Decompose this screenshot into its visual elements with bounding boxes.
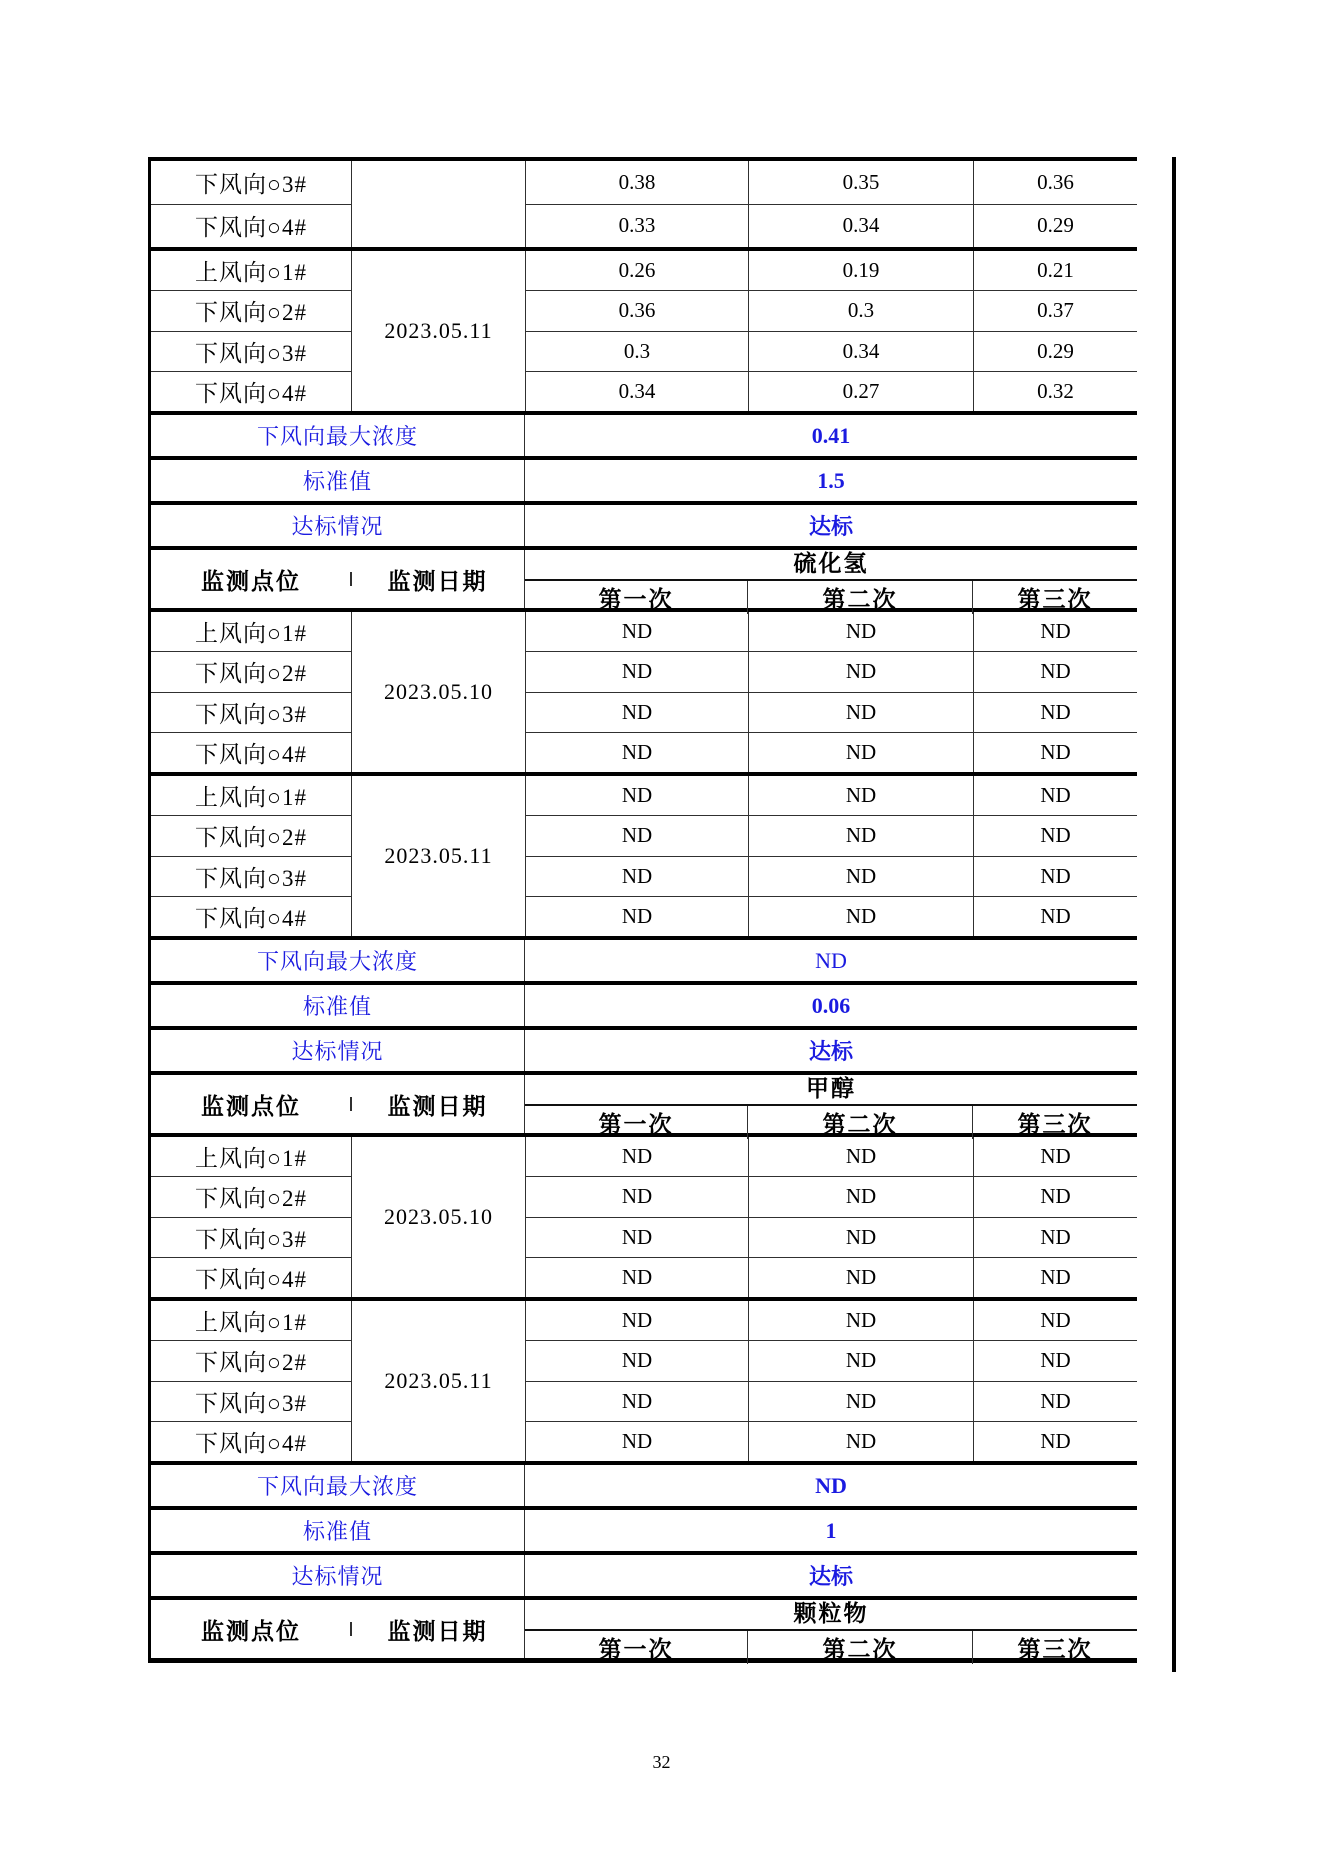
monitor-point-label: 下风向○3# [195, 171, 307, 197]
downwind-max-label: 下风向最大浓度 [256, 949, 418, 974]
value-cell: ND [748, 1137, 973, 1176]
pollutant-header-block [524, 1075, 1137, 1137]
table-row [151, 693, 351, 733]
table-row [151, 1258, 351, 1297]
date-header-label: 监测日期 [387, 568, 488, 594]
table-row [151, 897, 351, 936]
monitor-point-label: 下风向○4# [195, 741, 307, 767]
table-row [525, 1218, 1137, 1258]
table-row [151, 776, 351, 816]
date-group [151, 776, 1137, 940]
table-row [525, 372, 1137, 411]
table-row [151, 251, 351, 291]
monitor-point-label: 下风向○3# [195, 1390, 307, 1416]
values-column [525, 161, 1137, 247]
value-cell: ND [525, 1177, 748, 1216]
compliance-value: 达标 [524, 1030, 1137, 1071]
pollutant-header-block [524, 550, 1137, 612]
pollutant-header-block [524, 1600, 1137, 1662]
table-row [525, 1301, 1137, 1341]
table-row [525, 1422, 1137, 1461]
date-header-label: 监测日期 [387, 1093, 488, 1119]
table-outer-right-border [1172, 157, 1176, 1672]
run-header: 第三次 [972, 581, 1137, 614]
monitor-point-label: 下风向○4# [195, 1266, 307, 1292]
header-column-divider [350, 572, 352, 586]
run-header-row [525, 581, 1137, 614]
value-cell: ND [748, 1218, 973, 1257]
values-column [525, 251, 1137, 411]
table-row [151, 161, 351, 205]
downwind-max-value: ND [524, 940, 1137, 981]
date-group [151, 161, 1137, 251]
value-cell: ND [973, 693, 1137, 732]
run-header: 第一次 [598, 587, 674, 612]
date-header [351, 550, 524, 608]
table-row [151, 205, 351, 248]
value-cell: 0.36 [525, 291, 748, 330]
header-column-divider [350, 1622, 352, 1636]
table-row [525, 251, 1137, 291]
standard-value-label: 标准值 [302, 994, 372, 1019]
value-cell: ND [973, 1382, 1137, 1421]
value-cell: ND [525, 776, 748, 815]
table-row [525, 776, 1137, 816]
monitor-point-column [151, 251, 351, 411]
compliance-label: 达标情况 [291, 1039, 384, 1064]
value-cell: ND [748, 733, 973, 772]
value-cell: ND [525, 612, 748, 651]
value-cell: ND [973, 612, 1137, 651]
value-cell: ND [973, 1177, 1137, 1216]
table-row [151, 1382, 351, 1422]
standard-value-label: 标准值 [302, 1519, 372, 1544]
value-cell: ND [748, 776, 973, 815]
downwind-max-value: ND [524, 1465, 1137, 1506]
run-header-row [525, 1631, 1137, 1664]
table-row [151, 332, 351, 372]
monitor-point-label: 下风向○4# [195, 215, 307, 241]
monitor-point-label: 下风向○2# [195, 661, 307, 687]
table-row [525, 1137, 1137, 1177]
value-cell: ND [525, 733, 748, 772]
date-cell [351, 612, 525, 772]
table-row [151, 291, 351, 331]
value-cell: ND [525, 897, 748, 936]
table-row [525, 1341, 1137, 1381]
value-cell: ND [973, 1301, 1137, 1340]
table-row [151, 857, 351, 897]
date-group [151, 612, 1137, 776]
table-row [525, 1382, 1137, 1422]
values-column [525, 776, 1137, 936]
value-cell: 0.38 [525, 161, 748, 204]
compliance-value: 达标 [524, 1555, 1137, 1596]
table-row [525, 332, 1137, 372]
value-cell: ND [973, 776, 1137, 815]
section-header [151, 550, 1137, 612]
standard-value-label: 标准值 [302, 469, 372, 494]
monitor-point-label: 下风向○3# [195, 701, 307, 727]
value-cell: ND [748, 897, 973, 936]
value-cell: ND [748, 1258, 973, 1297]
table-row [151, 1422, 351, 1461]
monitor-point-label: 下风向○2# [195, 1186, 307, 1212]
compliance-value: 达标 [524, 505, 1137, 546]
values-column [525, 612, 1137, 772]
value-cell: 0.34 [748, 205, 973, 248]
monitor-point-column [151, 1301, 351, 1461]
header-column-divider [350, 1097, 352, 1111]
monitor-point-column [151, 776, 351, 936]
compliance-label: 达标情况 [291, 514, 384, 539]
monitor-point-label: 下风向○2# [195, 1350, 307, 1376]
run-header: 第一次 [598, 1112, 674, 1137]
monitoring-table [148, 157, 1137, 1663]
monitor-point-label: 下风向○3# [195, 1226, 307, 1252]
monitor-point-column [151, 161, 351, 247]
monitor-point-label: 下风向○4# [195, 380, 307, 406]
value-cell: ND [748, 612, 973, 651]
monitor-point-label: 下风向○2# [195, 825, 307, 851]
value-cell: ND [748, 1382, 973, 1421]
date-label: 2023.05.10 [384, 1204, 493, 1229]
table-row [525, 1177, 1137, 1217]
value-cell: ND [973, 857, 1137, 896]
date-label: 2023.05.11 [384, 843, 493, 868]
value-cell: ND [748, 1177, 973, 1216]
date-group [151, 1301, 1137, 1465]
value-cell: 0.37 [973, 291, 1137, 330]
downwind-max-row [151, 1465, 1137, 1510]
monitor-point-column [151, 1137, 351, 1297]
table-row [525, 733, 1137, 772]
run-header: 第一次 [598, 1637, 674, 1662]
value-cell: ND [525, 652, 748, 691]
downwind-max-row [151, 940, 1137, 985]
value-cell: 0.3 [748, 291, 973, 330]
table-row [151, 816, 351, 856]
date-cell [351, 776, 525, 936]
values-column [525, 1137, 1137, 1297]
standard-value: 1.5 [524, 460, 1137, 501]
value-cell: ND [525, 1137, 748, 1176]
value-cell: 0.32 [973, 372, 1137, 411]
compliance-row [151, 1030, 1137, 1075]
value-cell: ND [973, 1341, 1137, 1380]
value-cell: 0.35 [748, 161, 973, 204]
value-cell: 0.29 [973, 205, 1137, 248]
value-cell: 0.34 [525, 372, 748, 411]
value-cell: ND [525, 1382, 748, 1421]
monitor-point-label: 上风向○1# [195, 260, 307, 286]
table-row [525, 693, 1137, 733]
value-cell: ND [525, 1258, 748, 1297]
value-cell: 0.3 [525, 332, 748, 371]
value-cell: ND [525, 857, 748, 896]
section-header [151, 1600, 1137, 1663]
run-header: 第二次 [747, 1631, 972, 1664]
table-row [151, 1177, 351, 1217]
value-cell: ND [525, 693, 748, 732]
table-row [151, 612, 351, 652]
monitor-point-label: 上风向○1# [195, 1310, 307, 1336]
downwind-max-label: 下风向最大浓度 [256, 424, 418, 449]
table-row [151, 1218, 351, 1258]
value-cell: ND [973, 1422, 1137, 1461]
pollutant-name: 甲醇 [525, 1075, 1137, 1106]
value-cell: ND [525, 1422, 748, 1461]
value-cell: 0.21 [973, 251, 1137, 290]
run-header-row [525, 1106, 1137, 1139]
run-header: 第三次 [972, 1106, 1137, 1139]
date-cell [351, 1137, 525, 1297]
table-row [151, 733, 351, 772]
standard-value-row [151, 985, 1137, 1030]
run-header: 第三次 [972, 1631, 1137, 1664]
value-cell: 0.26 [525, 251, 748, 290]
monitor-point-label: 下风向○4# [195, 905, 307, 931]
value-cell: ND [748, 652, 973, 691]
date-header [351, 1600, 524, 1658]
standard-value-row [151, 1510, 1137, 1555]
compliance-label: 达标情况 [291, 1564, 384, 1589]
monitor-point-label: 上风向○1# [195, 785, 307, 811]
run-header: 第二次 [747, 1106, 972, 1139]
date-label: 2023.05.11 [384, 318, 493, 343]
value-cell: 0.27 [748, 372, 973, 411]
table-row [525, 897, 1137, 936]
table-row [525, 612, 1137, 652]
date-cell [351, 161, 525, 247]
date-header [351, 1075, 524, 1133]
compliance-row [151, 1555, 1137, 1600]
date-group [151, 1137, 1137, 1301]
section-header [151, 1075, 1137, 1137]
table-row [151, 652, 351, 692]
table-row [151, 1301, 351, 1341]
standard-value: 0.06 [524, 985, 1137, 1026]
standard-value: 1 [524, 1510, 1137, 1551]
value-cell: 0.36 [973, 161, 1137, 204]
table-row [151, 1341, 351, 1381]
value-cell: ND [973, 1218, 1137, 1257]
value-cell: 0.34 [748, 332, 973, 371]
standard-value-row [151, 460, 1137, 505]
value-cell: ND [973, 1258, 1137, 1297]
table-row [525, 205, 1137, 248]
date-cell [351, 251, 525, 411]
table-row [525, 857, 1137, 897]
date-group [151, 251, 1137, 415]
value-cell: 0.29 [973, 332, 1137, 371]
value-cell: ND [748, 1301, 973, 1340]
value-cell: ND [748, 1422, 973, 1461]
monitor-point-label: 上风向○1# [195, 621, 307, 647]
downwind-max-label: 下风向最大浓度 [256, 1474, 418, 1499]
pollutant-name: 颗粒物 [525, 1600, 1137, 1631]
value-cell: ND [973, 1137, 1137, 1176]
values-column [525, 1301, 1137, 1461]
downwind-max-value: 0.41 [524, 415, 1137, 456]
table-row [151, 1137, 351, 1177]
date-header-label: 监测日期 [387, 1618, 488, 1644]
monitor-point-column [151, 612, 351, 772]
monitor-point-label: 下风向○2# [195, 300, 307, 326]
value-cell: ND [525, 816, 748, 855]
value-cell: ND [525, 1218, 748, 1257]
date-cell [351, 1301, 525, 1461]
value-cell: ND [748, 693, 973, 732]
monitor-point-label: 下风向○3# [195, 340, 307, 366]
table-row [151, 372, 351, 411]
value-cell: ND [525, 1301, 748, 1340]
table-row [525, 161, 1137, 205]
monitor-point-header: 监测点位 [201, 1618, 301, 1644]
table-row [525, 291, 1137, 331]
monitor-point-header: 监测点位 [201, 568, 301, 594]
value-cell: ND [973, 897, 1137, 936]
date-label: 2023.05.10 [384, 679, 493, 704]
pollutant-name: 硫化氢 [525, 550, 1137, 581]
compliance-row [151, 505, 1137, 550]
value-cell: 0.33 [525, 205, 748, 248]
monitor-point-header: 监测点位 [201, 1093, 301, 1119]
monitor-point-label: 下风向○4# [195, 1430, 307, 1456]
date-label: 2023.05.11 [384, 1368, 493, 1393]
value-cell: ND [973, 733, 1137, 772]
value-cell: 0.19 [748, 251, 973, 290]
downwind-max-row [151, 415, 1137, 460]
value-cell: ND [973, 816, 1137, 855]
value-cell: ND [748, 857, 973, 896]
value-cell: ND [525, 1341, 748, 1380]
table-row [525, 816, 1137, 856]
monitor-point-label: 下风向○3# [195, 865, 307, 891]
value-cell: ND [748, 816, 973, 855]
page-number: 32 [652, 1752, 671, 1772]
table-row [525, 652, 1137, 692]
run-header: 第二次 [747, 581, 972, 614]
monitor-point-label: 上风向○1# [195, 1146, 307, 1172]
value-cell: ND [973, 652, 1137, 691]
table-row [525, 1258, 1137, 1297]
value-cell: ND [748, 1341, 973, 1380]
